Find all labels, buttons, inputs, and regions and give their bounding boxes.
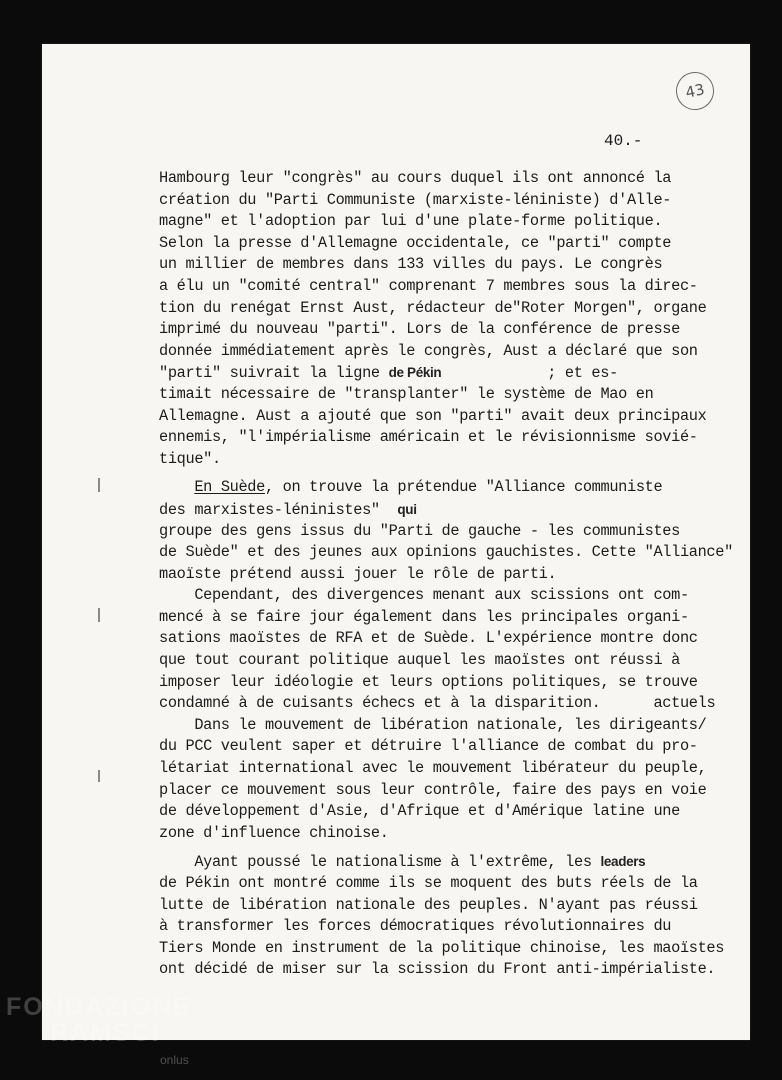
text-line: de Pékin ont montré comme ils se moquent des buts réels de la	[159, 874, 698, 892]
text-line: du PCC veulent saper et détruire l'alliance de combat du pro-	[159, 737, 698, 756]
text-line: "parti" suivrait la ligne de Pékin ; et es-	[159, 364, 618, 383]
text-line: Hambourg leur "congrès" au cours duquel ils ont annoncé la	[159, 169, 672, 187]
text-line: Cependant, des divergences menant aux scissions ont com-	[159, 586, 689, 605]
text-line: tique".	[159, 449, 221, 468]
text-line: magne" et l'adoption par lui d'une plate-forme politique.	[159, 212, 663, 231]
text-line: timait nécessaire de "transplanter" le système de Mao en	[159, 384, 654, 403]
text-line: de Suède" et des jeunes aux opinions gauchistes. Cette "Alliance"	[159, 543, 733, 562]
text-line: tion du renégat Ernst Aust, rédacteur de"Roter Morgen", organe	[159, 298, 707, 317]
text-line: imprimé du nouveau "parti". Lors de la conférence de presse	[159, 320, 680, 339]
watermark-onlus: onlus	[160, 1053, 189, 1067]
foundation-watermark-logo: FONDAZIONE RAMSCI	[6, 993, 192, 1047]
paragraph-gap	[159, 844, 739, 851]
text-line: à transformer les forces démocratiques révolutionnaires du	[159, 917, 672, 936]
margin-mark	[98, 478, 100, 492]
text-line: des marxistes-léninistes" qui	[159, 500, 417, 519]
text-line: donnée immédiatement après le congrès, Aust a déclaré que son	[159, 341, 698, 360]
text-line: En Suède, on trouve la prétendue "Alliance communiste	[194, 478, 663, 497]
document-body	[159, 168, 739, 981]
text-line: imposer leur idéologie et leurs options politiques, se trouve	[159, 672, 698, 691]
underlined-text: En Suède	[194, 478, 265, 497]
text-line: létariat international avec le mouvement libérateur du peuple,	[159, 759, 707, 778]
text-line: un millier de membres dans 133 villes du pays. Le congrès	[159, 255, 663, 274]
inserted-text: leaders	[600, 854, 646, 870]
inserted-text: de Pékin	[388, 365, 442, 381]
text-line: zone d'influence chinoise.	[159, 823, 389, 842]
text-line: que tout courant politique auquel les maoïstes ont réussi à	[159, 651, 680, 670]
margin-mark	[98, 608, 100, 622]
text-line: ennemis, "l'impérialisme américain et le révisionnisme sovié-	[159, 428, 698, 447]
text-line: lutte de libération nationale des peuples. N'ayant pas réussi	[159, 895, 698, 914]
text-line: mencé à se faire jour également dans les principales organi-	[159, 607, 689, 626]
text-line: groupe des gens issus du "Parti de gauche - les communistes	[159, 521, 680, 540]
text-line: Dans le mouvement de libération nationale, les dirigeants/	[159, 715, 707, 734]
inserted-text: qui	[397, 501, 417, 517]
text-line: Ayant poussé le nationalisme à l'extrême, les leaders	[159, 853, 646, 872]
page-number: 40.-	[604, 132, 643, 150]
text-line: création du "Parti Communiste (marxiste-léniniste) d'Alle-	[159, 190, 672, 209]
paragraph-gap	[159, 470, 739, 477]
text-line: placer ce mouvement sous leur contrôle, faire des pays en voie	[159, 780, 707, 799]
archive-number-stamp: 43	[672, 68, 717, 113]
text-line: condamné à de cuisants échecs et à la disparition. actuels	[159, 694, 716, 713]
text-line: Allemagne. Aust a ajouté que son "parti" avait deux principaux	[159, 406, 707, 425]
margin-mark	[98, 770, 100, 782]
handwritten-insertion: actuels	[600, 694, 716, 713]
text-line: Selon la presse d'Allemagne occidentale, ce "parti" compte	[159, 233, 672, 252]
text-line: de développement d'Asie, d'Afrique et d'Amérique latine une	[159, 802, 680, 821]
text-line: sations maoïstes de RFA et de Suède. L'expérience montre donc	[159, 629, 698, 648]
text-line: maoïste prétend aussi jouer le rôle de parti.	[159, 564, 557, 583]
text-line: a élu un "comité central" comprenant 7 membres sous la direc-	[159, 276, 698, 295]
text-line: Tiers Monde en instrument de la politique chinoise, les maoïstes	[159, 938, 725, 957]
text-line: ont décidé de miser sur la scission du Front anti-impérialiste.	[159, 960, 716, 979]
